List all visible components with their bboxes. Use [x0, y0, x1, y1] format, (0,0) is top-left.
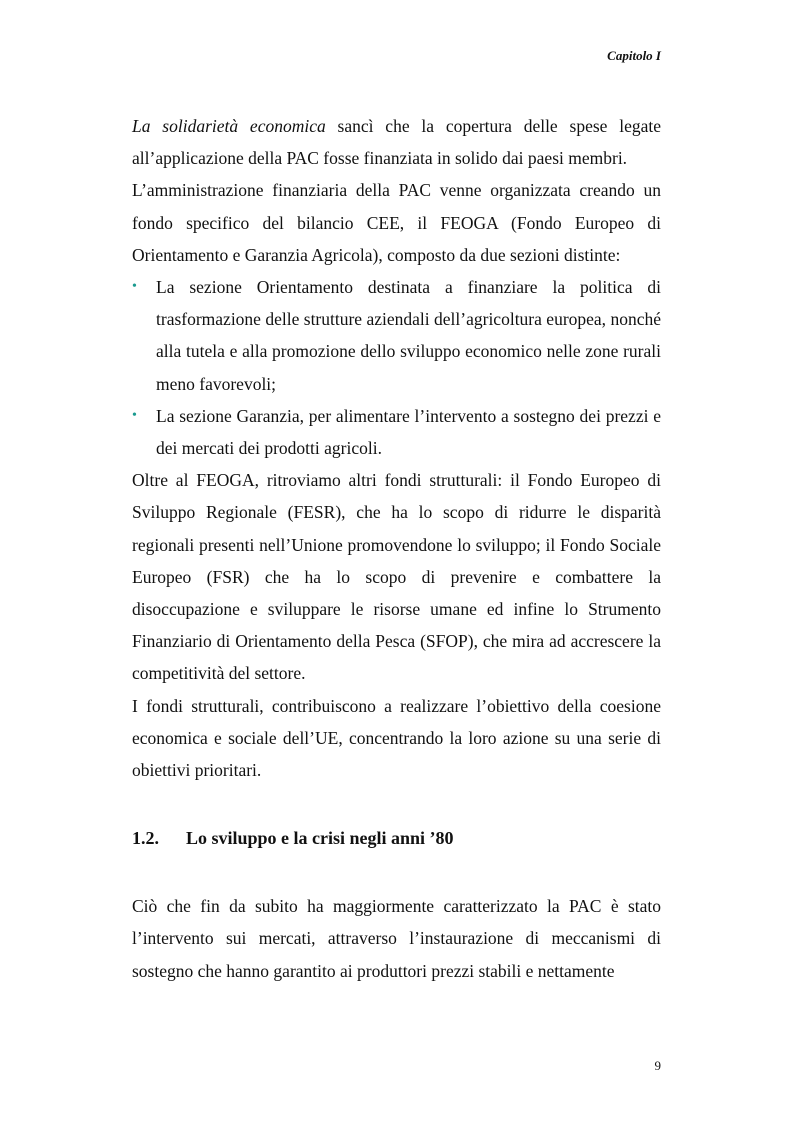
- list-item-text: La sezione Garanzia, per alimentare l’intervento a sostegno dei prezzi e dei mercati dei prodotti agricoli.: [156, 405, 661, 459]
- bullet-icon: •: [132, 407, 137, 423]
- paragraph-text: sancì che la copertura delle spese legate all’applicazione della PAC fosse finanziata in solido dai paesi membri.: [132, 116, 661, 169]
- bullet-list: [132, 271, 661, 464]
- list-item: [132, 271, 661, 400]
- page-number: 9: [654, 1058, 661, 1073]
- section-heading: [132, 826, 661, 850]
- paragraph-solidarity: [132, 110, 661, 174]
- chapter-header: Capitolo I: [607, 48, 661, 63]
- paragraph-cohesion: I fondi strutturali, contribuiscono a realizzare l’obiettivo della coesione economica e sociale dell’UE, concentrando la loro azione su una serie di obiettivi prioritari.: [132, 695, 661, 781]
- paragraph-market-intervention: Ciò che fin da subito ha maggiormente caratterizzato la PAC è stato l’intervento sui mercati, attraverso l’instaurazione di meccanismi di sostegno che hanno garantito ai produttori prezzi stabili e nettamente: [132, 896, 661, 981]
- bullet-icon: •: [132, 279, 137, 295]
- italic-term: La solidarietà economica: [132, 116, 326, 136]
- paragraph-structural-funds: Oltre al FEOGA, ritroviamo altri fondi strutturali: il Fondo Europeo di Sviluppo Regionale (FESR), che ha lo scopo di ridurre le disparità regionali presenti nell’Unione promovendone lo sviluppo; il Fondo Sociale Europeo (FSR) che ha lo scopo di prevenire e combattere la disoccupazione e sviluppare le risorse umane ed infine lo Strumento Finanziario di Orientamento della Pesca (SFOP), che mira ad accrescere la competitività del settore.: [132, 470, 661, 684]
- section-title: Lo sviluppo e la crisi negli anni ’80: [186, 828, 454, 849]
- section-number: 1.2.: [132, 828, 159, 849]
- paragraph-feoga: L’amministrazione finanziaria della PAC venne organizzata creando un fondo specifico del bilancio CEE, il FEOGA (Fondo Europeo di Orientamento e Garanzia Agricola), composto da due sezioni distinte:: [132, 180, 661, 265]
- page-body: [132, 110, 661, 987]
- list-item: [132, 400, 661, 464]
- list-item-text: La sezione Orientamento destinata a finanziare la politica di trasformazione delle strutture aziendali dell’agricoltura europea, nonché alla tutela e alla promozione dello sviluppo economico nelle zone rurali meno favorevoli;: [156, 277, 661, 394]
